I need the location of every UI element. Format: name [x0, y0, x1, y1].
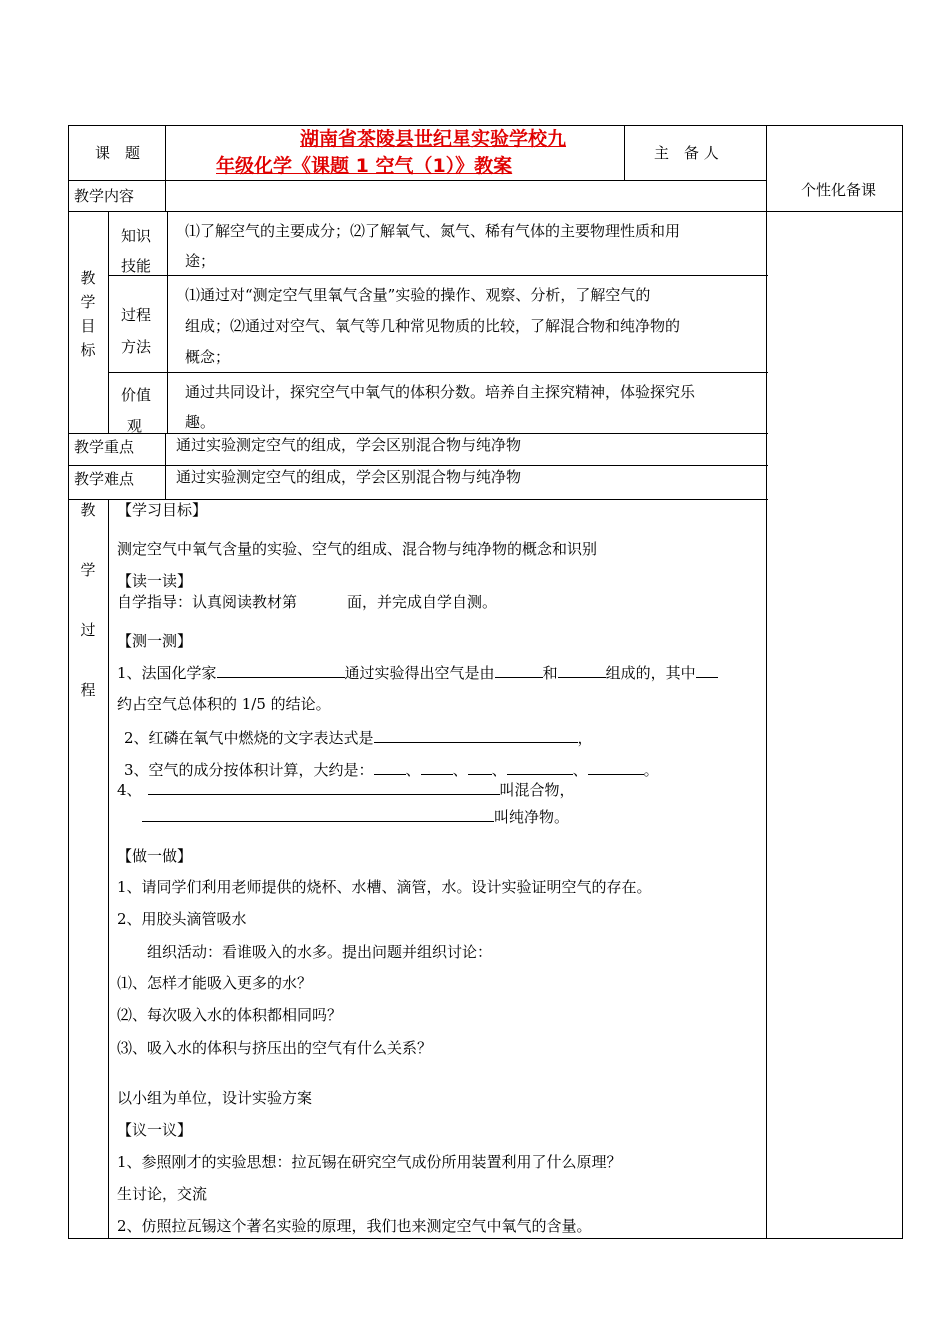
fill-blank[interactable] — [558, 662, 606, 678]
fill-blank[interactable] — [217, 662, 345, 678]
fill-blank[interactable] — [374, 759, 406, 775]
col-divider — [108, 211, 109, 433]
fill-blank[interactable] — [696, 662, 718, 678]
q4-text: 4、 — [117, 781, 142, 799]
q2-end: ， — [577, 729, 593, 747]
process-label-char: 过 — [80, 621, 96, 639]
discuss-heading: 【议一议】 — [117, 1121, 193, 1139]
values-text: 趣。 — [185, 413, 216, 431]
process-label-char: 教 — [80, 501, 96, 519]
objectives-label-char: 目 — [80, 317, 96, 335]
test-heading: 【测一测】 — [117, 632, 193, 650]
fill-blank[interactable] — [468, 759, 492, 775]
knowledge-skills-text: ⑴了解空气的主要成分；⑵了解氧气、氮气、稀有气体的主要物理性质和用 — [185, 222, 681, 240]
col-divider — [165, 125, 166, 211]
difficulty-text: 通过实验测定空气的组成，学会区别混合物与纯净物 — [176, 468, 522, 486]
fill-blank[interactable] — [588, 759, 644, 775]
q3-text: 3、空气的成分按体积计算，大约是： — [124, 761, 374, 779]
do-question-1: ⑴、怎样才能吸入更多的水？ — [117, 974, 313, 992]
question-1-line-2: 约占空气总体积的 1/5 的结论。 — [117, 695, 331, 713]
q4-pure: 叫纯净物。 — [494, 808, 570, 826]
q3-sep: 、 — [572, 761, 588, 779]
discuss-item-1: 1、参照刚才的实验思想：拉瓦锡在研究空气成份所用装置利用了什么原理？ — [117, 1153, 622, 1171]
lesson-title-line-2: 年级化学《课题 1 空气（1）》教案 — [216, 155, 513, 177]
lesson-title-line-1: 湖南省茶陵县世纪星实验学校九 — [300, 128, 567, 150]
do-item-1: 1、请同学们利用老师提供的烧杯、水槽、滴管，水。设计实验证明空气的存在。 — [117, 878, 652, 896]
q3-sep: 、 — [452, 761, 468, 779]
process-methods-text: 概念； — [185, 348, 231, 366]
study-goal-heading: 【学习目标】 — [117, 501, 208, 519]
fill-blank[interactable] — [142, 806, 494, 822]
read-text-a: 自学指导：认真阅读教材第 — [117, 593, 298, 611]
key-point-label: 教学重点 — [74, 438, 135, 456]
preparer-label: 主 备 人 — [654, 144, 719, 162]
personalized-prep-label: 个性化备课 — [801, 181, 877, 199]
process-methods-text: ⑴通过对“测定空气里氧气含量”实验的操作、观察、分析，了解空气的 — [185, 286, 651, 304]
q1-part-c: 和 — [542, 664, 558, 682]
q3-sep: 、 — [491, 761, 507, 779]
process-label-char: 程 — [80, 681, 96, 699]
subject-label: 课 题 — [95, 144, 141, 162]
fill-blank[interactable] — [148, 779, 500, 795]
col-divider — [108, 499, 109, 1239]
table-border-left — [68, 125, 69, 1239]
do-question-2: ⑵、每次吸入水的体积都相同吗？ — [117, 1006, 343, 1024]
read-text — [117, 592, 497, 612]
row-divider — [68, 211, 903, 212]
q4-mixture: 叫混合物， — [499, 781, 575, 799]
values-label: 价值 — [121, 386, 152, 404]
process-methods-text: 组成；⑵通过对空气、氧气等几种常见物质的比较，了解混合物和纯净物的 — [185, 317, 681, 335]
values-label: 观 — [127, 417, 143, 435]
question-4-line-2 — [142, 806, 569, 827]
process-methods-label: 方法 — [121, 338, 152, 356]
do-group-design: 以小组为单位，设计实验方案 — [117, 1089, 313, 1107]
question-4 — [117, 779, 575, 800]
knowledge-skills-label: 知识 — [121, 227, 152, 245]
q2-text: 2、红磷在氧气中燃烧的文字表达式是 — [124, 729, 374, 747]
fill-blank[interactable] — [507, 759, 573, 775]
question-2 — [124, 727, 593, 748]
question-3 — [124, 759, 659, 780]
do-item-2: 2、用胶头滴管吸水 — [117, 910, 247, 928]
read-heading: 【读一读】 — [117, 572, 193, 590]
objectives-label — [78, 268, 98, 364]
objectives-label-char: 教 — [80, 269, 96, 287]
values-text: 通过共同设计，探究空气中氧气的体积分数。培养自主探究精神，体验探究乐 — [185, 383, 696, 401]
knowledge-skills-label: 技能 — [121, 257, 152, 275]
col-divider — [167, 211, 168, 433]
fill-blank[interactable] — [495, 662, 543, 678]
process-methods-label: 过程 — [121, 306, 152, 324]
read-text-b: 面，并完成自学自测。 — [347, 593, 498, 611]
row-divider — [108, 372, 768, 373]
q3-period: 。 — [643, 761, 659, 779]
do-question-3: ⑶、吸入水的体积与挤压出的空气有什么关系？ — [117, 1039, 433, 1057]
discuss-student: 生讨论，交流 — [117, 1185, 208, 1203]
col-divider — [766, 125, 767, 1239]
objectives-label-char: 标 — [80, 341, 96, 359]
table-border-right — [902, 125, 903, 1239]
difficulty-label: 教学难点 — [74, 470, 135, 488]
process-label-char: 学 — [80, 561, 96, 579]
q1-part-a: 1、法国化学家 — [117, 664, 217, 682]
col-divider — [624, 125, 625, 181]
table-border-bottom — [68, 1238, 903, 1239]
teaching-content-label: 教学内容 — [74, 187, 135, 205]
do-organize: 组织活动：看谁吸入的水多。提出问题并组织讨论： — [147, 943, 493, 961]
do-heading: 【做一做】 — [117, 847, 193, 865]
study-goal-text: 测定空气中氧气含量的实验、空气的组成、混合物与纯净物的概念和识别 — [117, 540, 598, 558]
objectives-label-char: 学 — [80, 293, 96, 311]
q1-part-d: 组成的，其中 — [605, 664, 696, 682]
col-divider — [165, 433, 166, 499]
key-point-text: 通过实验测定空气的组成，学会区别混合物与纯净物 — [176, 436, 522, 454]
question-1 — [117, 662, 718, 683]
q3-sep: 、 — [405, 761, 421, 779]
fill-blank[interactable] — [374, 727, 578, 743]
row-divider — [68, 180, 767, 181]
row-divider — [68, 465, 768, 466]
row-divider — [68, 433, 768, 434]
knowledge-skills-text: 途； — [185, 252, 216, 270]
row-divider — [108, 275, 768, 276]
fill-blank[interactable] — [421, 759, 453, 775]
discuss-item-2: 2、仿照拉瓦锡这个著名实验的原理，我们也来测定空气中氧气的含量。 — [117, 1217, 592, 1235]
q1-part-b: 通过实验得出空气是由 — [344, 664, 495, 682]
process-label — [78, 500, 98, 740]
